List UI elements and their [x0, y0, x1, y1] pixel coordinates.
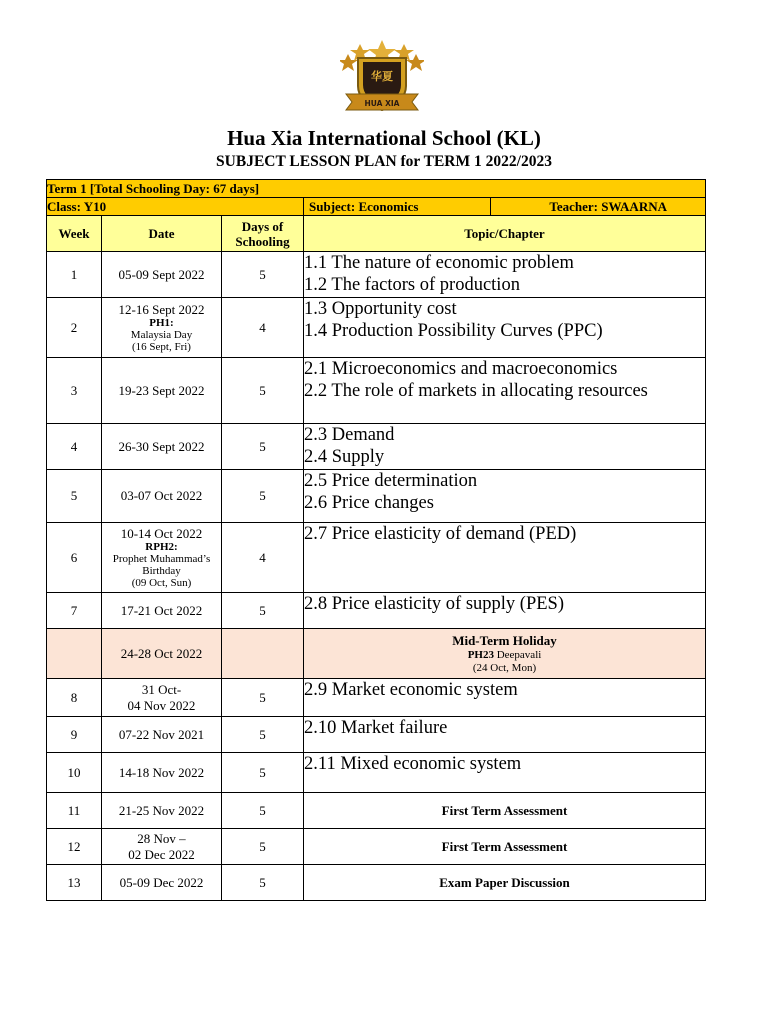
days-cell: 4	[222, 298, 304, 358]
week-cell: 11	[47, 793, 102, 829]
subject-info: Subject: Economics	[304, 198, 491, 215]
date-text: 17-21 Oct 2022	[120, 602, 203, 618]
topic-line: 2.8 Price elasticity of supply (PES)	[304, 594, 564, 614]
holiday-ph-date: (24 Oct, Mon)	[472, 661, 537, 674]
days-cell: 5	[222, 829, 304, 865]
school-crest-logo	[340, 40, 424, 116]
date-cell	[102, 424, 222, 470]
week-cell: 8	[47, 679, 102, 717]
topic-cell	[304, 523, 706, 593]
topic-line: 1.4 Production Possibility Curves (PPC)	[304, 321, 603, 341]
date-line: 02 Dec 2022	[128, 846, 195, 862]
date-cell	[102, 252, 222, 298]
date-cell	[102, 523, 222, 593]
date-cell	[102, 865, 222, 901]
subject-teacher-split	[304, 198, 705, 215]
table-row	[47, 298, 706, 358]
week-cell: 4	[47, 424, 102, 470]
week-cell: 6	[47, 523, 102, 593]
date-text: 21-25 Nov 2022	[118, 802, 205, 818]
days-cell: 4	[222, 523, 304, 593]
days-cell	[222, 629, 304, 679]
class-info: Class: Y10	[47, 198, 304, 216]
holiday-cell	[304, 629, 706, 679]
date-text: 05-09 Sept 2022	[118, 266, 205, 282]
days-cell: 5	[222, 424, 304, 470]
topic-cell	[304, 424, 706, 470]
date-cell	[102, 629, 222, 679]
topic-line: 1.1 The nature of economic problem	[304, 253, 574, 273]
days-cell: 5	[222, 593, 304, 629]
topic-line: 2.6 Price changes	[304, 493, 434, 513]
topic-cell	[304, 753, 706, 793]
col-date: Date	[102, 216, 222, 252]
public-holiday-label: PH1:	[149, 317, 174, 329]
term-info: Term 1 [Total Schooling Day: 67 days]	[47, 180, 706, 198]
topic-line: 2.4 Supply	[304, 447, 385, 467]
date-cell	[102, 679, 222, 717]
date-cell	[102, 470, 222, 523]
logo-text: HUA XIA	[364, 99, 400, 108]
topic-line: 2.11 Mixed economic system	[304, 754, 522, 774]
topic-line: 2.3 Demand	[304, 425, 395, 445]
date-text: 07-22 Nov 2021	[118, 726, 205, 742]
date-cell	[102, 358, 222, 424]
table-row	[47, 793, 706, 829]
week-cell: 9	[47, 717, 102, 753]
date-cell	[102, 829, 222, 865]
date-text: 24-28 Oct 2022	[120, 645, 203, 661]
table-row	[47, 523, 706, 593]
days-cell: 5	[222, 753, 304, 793]
public-holiday-note: Prophet Muhammad’s	[112, 553, 211, 565]
date-line: 31 Oct-	[141, 681, 182, 697]
table-row	[47, 358, 706, 424]
date-text: 12-16 Sept 2022	[118, 302, 205, 317]
date-line: 28 Nov –	[137, 830, 186, 846]
days-cell: 5	[222, 717, 304, 753]
days-cell: 5	[222, 793, 304, 829]
public-holiday-note: Birthday	[142, 565, 181, 577]
table-row	[47, 593, 706, 629]
holiday-ph-name: Deepavali	[493, 648, 542, 661]
date-cell	[102, 753, 222, 793]
days-cell: 5	[222, 358, 304, 424]
assessment-cell: Exam Paper Discussion	[304, 865, 706, 901]
week-cell: 5	[47, 470, 102, 523]
date-text: 19-23 Sept 2022	[118, 382, 205, 398]
holiday-title: Mid-Term Holiday	[452, 632, 557, 648]
plan-title: SUBJECT LESSON PLAN for TERM 1 2022/2023	[216, 153, 552, 170]
topic-line: 2.5 Price determination	[304, 471, 478, 491]
assessment-cell: First Term Assessment	[304, 829, 706, 865]
days-cell: 5	[222, 470, 304, 523]
date-text: 03-07 Oct 2022	[120, 488, 203, 503]
week-cell	[47, 629, 102, 679]
table-row	[47, 470, 706, 523]
public-holiday-label: RPH2:	[145, 541, 178, 553]
topic-cell	[304, 679, 706, 717]
week-cell: 2	[47, 298, 102, 358]
table-row	[47, 679, 706, 717]
holiday-ph-line	[304, 649, 705, 662]
term-row	[47, 180, 706, 198]
public-holiday-note: Malaysia Day	[130, 329, 193, 341]
topic-line: 1.3 Opportunity cost	[304, 299, 457, 319]
days-cell: 5	[222, 865, 304, 901]
date-cell	[102, 593, 222, 629]
topic-cell	[304, 298, 706, 358]
topic-line: 2.7 Price elasticity of demand (PED)	[304, 524, 577, 544]
public-holiday-note: (16 Sept, Fri)	[132, 341, 191, 353]
column-header-row	[47, 216, 706, 252]
logo-glyph: 华夏	[371, 70, 393, 83]
topic-cell	[304, 593, 706, 629]
col-days: Days of Schooling	[222, 216, 304, 252]
table-row	[47, 252, 706, 298]
holiday-ph-label: PH23	[467, 648, 494, 661]
topic-cell	[304, 252, 706, 298]
date-cell	[102, 298, 222, 358]
days-cell: 5	[222, 679, 304, 717]
table-row	[47, 629, 706, 679]
table-row	[47, 829, 706, 865]
date-cell	[102, 793, 222, 829]
date-text: 05-09 Dec 2022	[119, 874, 204, 890]
topic-line: 2.10 Market failure	[304, 718, 448, 738]
topic-line: 2.1 Microeconomics and macroeconomics	[304, 359, 618, 379]
topic-line: 2.9 Market economic system	[304, 680, 518, 700]
topic-line: 1.2 The factors of production	[304, 275, 520, 295]
col-topic: Topic/Chapter	[304, 216, 706, 252]
table-row	[47, 717, 706, 753]
week-cell: 3	[47, 358, 102, 424]
table-row	[47, 865, 706, 901]
col-week: Week	[47, 216, 102, 252]
assessment-cell: First Term Assessment	[304, 793, 706, 829]
date-text: 14-18 Nov 2022	[118, 764, 205, 780]
teacher-info: Teacher: SWAARNA	[491, 198, 706, 215]
date-text: 26-30 Sept 2022	[118, 438, 205, 454]
public-holiday-note: (09 Oct, Sun)	[131, 577, 192, 589]
topic-cell	[304, 717, 706, 753]
date-text: 10-14 Oct 2022	[120, 526, 203, 541]
topic-cell	[304, 470, 706, 523]
table-row	[47, 753, 706, 793]
date-cell	[102, 717, 222, 753]
week-cell: 7	[47, 593, 102, 629]
lesson-plan-table	[46, 179, 706, 901]
week-cell: 13	[47, 865, 102, 901]
topic-cell	[304, 358, 706, 424]
topic-line: 2.2 The role of markets in allocating resources	[304, 381, 648, 401]
week-cell: 12	[47, 829, 102, 865]
table-row	[47, 424, 706, 470]
class-row	[47, 198, 706, 216]
week-cell: 1	[47, 252, 102, 298]
week-cell: 10	[47, 753, 102, 793]
days-cell: 5	[222, 252, 304, 298]
date-line: 04 Nov 2022	[127, 697, 196, 713]
school-name: Hua Xia International School (KL)	[227, 126, 541, 150]
